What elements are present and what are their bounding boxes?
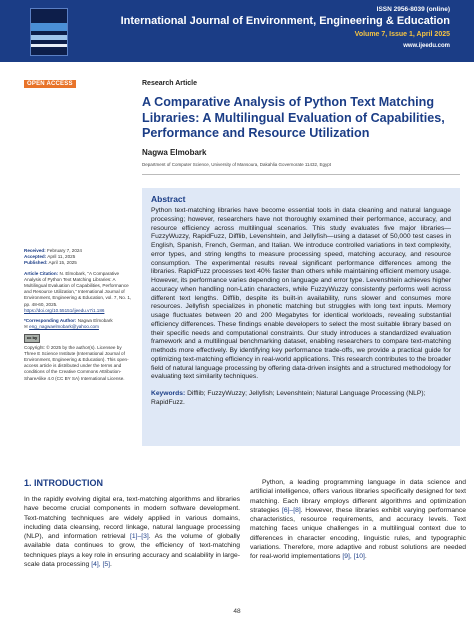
citation-ref-link[interactable]: [1]–[3] <box>129 533 149 541</box>
issn-label: ISSN 2956-8039 (online) <box>376 6 450 13</box>
citation-label: Article Citation: <box>24 270 59 276</box>
journal-header-banner <box>0 0 474 62</box>
journal-cover-thumbnail <box>30 8 68 56</box>
intro-right-text: Python, a leading programming language in data science and artificial intelligence, offers various libraries specifically designed for text matching. Each library employs different algorithms and optimization strategies <box>250 479 466 514</box>
author-affiliation: Department of Computer Science, University of Mansoura, Dakahlia Governorate 11432, Egypt <box>142 162 332 167</box>
citation-ref-link[interactable]: [4], [5] <box>91 561 110 569</box>
intro-paragraph-right: Python, a leading programming language in data science and artificial intelligence, offers various libraries specifically designed for text matching. Each library employs different algorithms and optimization strategies [6]–[8]. However, these libraries exhibit varying performance characteristics, resource requirements, and accuracy levels. Text matching faces unique challenges in a multilingual context due to differences in character encoding, linguistic rules, and typographic variations. Therefore, more adaptive and robust solutions are needed for real-world implementations [9], [10]. <box>250 479 466 561</box>
keywords-label: Keywords: <box>151 390 186 397</box>
citation-ref-link[interactable]: [6]–[8] <box>281 506 301 514</box>
introduction-heading: 1. INTRODUCTION <box>24 478 104 488</box>
open-access-badge: OPEN ACCESS <box>24 80 76 88</box>
corresponding-email-link[interactable]: eng_nagwaelmobark@yahoo.com <box>29 324 99 330</box>
published-date: April 15, 2025 <box>48 260 77 266</box>
copyright-notice: Copyright: © 2025 by the author(s). Licensee by Three E Science Institute (International Journal of Environment, Engineering & Education). This open-access article is distributed under the terms and conditions of the Creative Commons Attribution-ShareAlike 4.0 (CC BY SA) International License. <box>24 344 129 381</box>
volume-issue-label: Volume 7, Issue 1, April 2025 <box>354 31 450 38</box>
accepted-date: April 11, 2025 <box>47 254 76 260</box>
cc-license-badge[interactable]: cc by <box>24 334 40 342</box>
corresponding-label: *Corresponding Author: <box>24 318 77 324</box>
journal-website-link[interactable]: www.ijeedu.com <box>403 43 450 49</box>
corresponding-author <box>24 318 132 330</box>
received-date: February 7, 2024 <box>47 248 82 253</box>
page-number: 48 <box>233 608 241 615</box>
article-type-label: Research Article <box>142 80 197 87</box>
received-label: Received: <box>24 248 46 253</box>
journal-name: International Journal of Environment, Engineering & Education <box>120 15 450 27</box>
article-info-sidebar <box>24 248 132 386</box>
intro-paragraph-left: In the rapidly evolving digital era, text-matching algorithms and libraries have become crucial components in modern software development. Text-matching techniques are widely applied in various domains, including data cleansing, record linkage, natural language processing (NLP), and information retrieval [1]–[3]. As the volume of globally available data continues to grow, the efficiency of text-matching techniques plays a key role in ensuring accuracy and scalability in large-scale data processing [4], [5]. <box>24 496 240 569</box>
abstract-heading: Abstract <box>151 194 186 204</box>
title-divider <box>142 174 460 175</box>
article-citation <box>24 271 132 314</box>
article-title: A Comparative Analysis of Python Text Matching Libraries: A Multilingual Evaluation of Capabilities, Performance and Resource Utilization <box>142 95 445 140</box>
citation-text: N. Elmobark, "A Comparative Analysis of Python Text Matching Libraries: A Multilingual Evaluation of Capabilities, Performance and Resource Utilization," International Journal of Environment, Engineering & Education, vol. 7, No. 1, pp. 48-60, 2025. <box>24 270 132 307</box>
author-name: Nagwa Elmobark <box>142 148 207 157</box>
abstract-text: Python text-matching libraries have become essential tools in data cleaning and natural language processing; however, researchers have not thoroughly examined their performance, accuracy, and resource efficiency across multilingual scenarios. This study evaluates five major libraries—FuzzyWuzzy, RapidFuzz, Difflib, Levenshtein, and Jellyfish—using a dataset of 50,000 test cases in English, Spanish, French, German, and Italian. We introduce controlled variations in text complexity, error types, and string lengths to measure processing speed, matching accuracy, and resource consumption. The experimental results reveal significant performance differences among the libraries. RapidFuzz processes text 40% faster than others while maintaining efficient memory usage. However, its performance varies depending on language and error type. Levenshtein achieves higher accuracy when handling non-Latin characters, while FuzzyWuzzy consistently performs well across different text lengths. Difflib, despite its built-in availability, runs slower and consumes more resources. Jellyfish specializes in phonetic matching but struggles with long text inputs. Memory usage fluctuates between 20 and 200 Megabytes for identical workloads, revealing substantial efficiency differences. These findings enable developers to select the most suitable library based on their specific needs and computational constraints. Our study introduces a standardized evaluation framework and a multilingual benchmarking dataset, enabling researchers to compare text-matching methods more effectively. By identifying key performance trade-offs, we provide a practical guide for optimizing text-matching efficiency in real-world applications. This research contributes to the broader field of natural language processing by offering data-driven insights and a structured methodology for evaluating text similarity techniques. <box>151 207 451 381</box>
intro-left-text-2: . As the volume of globally available data continues to grow, the efficiency of text-matching techniques plays a key role in ensuring accuracy and scalability in large-scale data processing <box>24 533 240 569</box>
email-icon: ✉ <box>24 324 28 330</box>
citation-ref-link[interactable]: [9], [10] <box>342 553 365 561</box>
keywords-text: Difflib; FuzzyWuzzy; Jellyfish; Levenshtein; Natural Language Processing (NLP); RapidFuzz. <box>151 390 426 406</box>
corresponding-name: Nagwa Elmobark <box>77 318 113 324</box>
published-label: Published: <box>24 260 48 266</box>
abstract-box <box>142 188 460 446</box>
accepted-label: Accepted: <box>24 254 47 260</box>
received-date-line <box>24 248 132 267</box>
intro-left-text: In the rapidly evolving digital era, text-matching algorithms and libraries have become crucial components in modern software development. Text-matching techniques are widely applied in various domains, including data cleansing, record linkage, natural language processing (NLP), and information retrieval <box>24 496 240 541</box>
keywords-line <box>151 390 451 408</box>
doi-link[interactable]: https://doi.org/10.55151/ijeedu.v7i1.186 <box>24 307 105 313</box>
intro-right-text-2: . However, these libraries exhibit varying performance characteristics, resource requirements, and accuracy levels. Text matching faces unique challenges in a multilingual context due to differences in character encoding, linguistic rules, and typographic variations. Therefore, more adaptive and robust solutions are needed for real-world implementations <box>250 506 466 561</box>
